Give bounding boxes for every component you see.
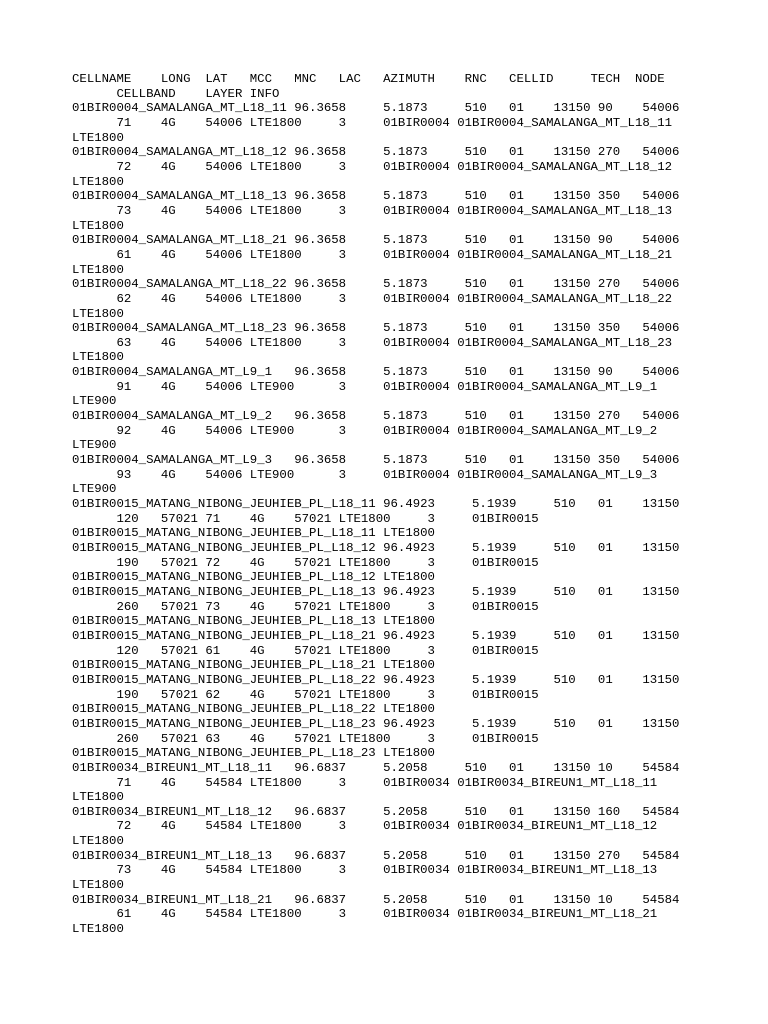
document-line: 01BIR0004_SAMALANGA_MT_L9_2 96.3658 5.1873 510 01 13150 270 54006 <box>72 409 680 424</box>
document-line: LTE900 <box>72 394 117 409</box>
document-line: 01BIR0034_BIREUN1_MT_L18_13 96.6837 5.2058 510 01 13150 270 54584 <box>72 848 680 863</box>
document-line: LTE900 <box>72 482 117 497</box>
document-line: 01BIR0015_MATANG_NIBONG_JEUHIEB_PL_L18_12 LTE1800 <box>72 570 435 585</box>
document-line: 190 57021 62 4G 57021 LTE1800 3 01BIR0015 <box>72 687 539 702</box>
document-line: 01BIR0015_MATANG_NIBONG_JEUHIEB_PL_L18_11 96.4923 5.1939 510 01 13150 <box>72 497 680 512</box>
document-line: 01BIR0015_MATANG_NIBONG_JEUHIEB_PL_L18_23 LTE1800 <box>72 746 435 761</box>
document-line: 01BIR0004_SAMALANGA_MT_L9_3 96.3658 5.1873 510 01 13150 350 54006 <box>72 453 680 468</box>
document-line: 72 4G 54006 LTE1800 3 01BIR0004 01BIR0004_SAMALANGA_MT_L18_12 <box>72 159 673 174</box>
document-line: LTE1800 <box>72 922 124 937</box>
document-line: 62 4G 54006 LTE1800 3 01BIR0004 01BIR0004_SAMALANGA_MT_L18_22 <box>72 291 673 306</box>
document-line: 01BIR0015_MATANG_NIBONG_JEUHIEB_PL_L18_21 96.4923 5.1939 510 01 13150 <box>72 628 680 643</box>
document-line: 73 4G 54006 LTE1800 3 01BIR0004 01BIR0004_SAMALANGA_MT_L18_13 <box>72 203 673 218</box>
document-line: 01BIR0004_SAMALANGA_MT_L18_12 96.3658 5.1873 510 01 13150 270 54006 <box>72 145 680 160</box>
document-line: 61 4G 54006 LTE1800 3 01BIR0004 01BIR0004_SAMALANGA_MT_L18_21 <box>72 247 673 262</box>
document-line: LTE1800 <box>72 218 124 233</box>
document-line: 93 4G 54006 LTE900 3 01BIR0004 01BIR0004_SAMALANGA_MT_L9_3 <box>72 467 658 482</box>
document-line: 01BIR0015_MATANG_NIBONG_JEUHIEB_PL_L18_13 96.4923 5.1939 510 01 13150 <box>72 584 680 599</box>
document-line: 01BIR0034_BIREUN1_MT_L18_11 96.6837 5.2058 510 01 13150 10 54584 <box>72 760 680 775</box>
document-line: LTE1800 <box>72 130 124 145</box>
document-line: 260 57021 63 4G 57021 LTE1800 3 01BIR0015 <box>72 731 539 746</box>
document-line: 260 57021 73 4G 57021 LTE1800 3 01BIR0015 <box>72 599 539 614</box>
document-line: 01BIR0034_BIREUN1_MT_L18_21 96.6837 5.2058 510 01 13150 10 54584 <box>72 892 680 907</box>
document-text <box>72 72 679 937</box>
document-line: 01BIR0015_MATANG_NIBONG_JEUHIEB_PL_L18_23 96.4923 5.1939 510 01 13150 <box>72 716 680 731</box>
document-line: 120 57021 71 4G 57021 LTE1800 3 01BIR0015 <box>72 511 539 526</box>
document-line: LTE1800 <box>72 878 124 893</box>
document-line: LTE1800 <box>72 790 124 805</box>
document-line: LTE1800 <box>72 350 124 365</box>
document-line: LTE1800 <box>72 834 124 849</box>
document-line: 71 4G 54006 LTE1800 3 01BIR0004 01BIR0004_SAMALANGA_MT_L18_11 <box>72 115 673 130</box>
document-line: 01BIR0034_BIREUN1_MT_L18_12 96.6837 5.2058 510 01 13150 160 54584 <box>72 804 680 819</box>
document-line: 01BIR0015_MATANG_NIBONG_JEUHIEB_PL_L18_12 96.4923 5.1939 510 01 13150 <box>72 541 680 555</box>
document-line: LTE1800 <box>72 262 124 277</box>
document-line: 01BIR0015_MATANG_NIBONG_JEUHIEB_PL_L18_21 LTE1800 <box>72 658 435 673</box>
document-line: 63 4G 54006 LTE1800 3 01BIR0004 01BIR0004_SAMALANGA_MT_L18_23 <box>72 335 673 350</box>
document-line: 190 57021 72 4G 57021 LTE1800 3 01BIR0015 <box>72 555 539 570</box>
document-line: CELLNAME LONG LAT MCC MNC LAC AZIMUTH RNC CELLID TECH NODE <box>72 72 665 86</box>
document-line: LTE1800 <box>72 306 124 321</box>
document-line: 01BIR0004_SAMALANGA_MT_L9_1 96.3658 5.1873 510 01 13150 90 54006 <box>72 365 680 380</box>
document-line: 72 4G 54584 LTE1800 3 01BIR0034 01BIR0034_BIREUN1_MT_L18_12 <box>72 819 658 834</box>
document-line: 01BIR0004_SAMALANGA_MT_L18_11 96.3658 5.1873 510 01 13150 90 54006 <box>72 101 680 116</box>
document-line: 01BIR0015_MATANG_NIBONG_JEUHIEB_PL_L18_22 96.4923 5.1939 510 01 13150 <box>72 672 680 687</box>
document-line: 01BIR0015_MATANG_NIBONG_JEUHIEB_PL_L18_13 LTE1800 <box>72 614 435 629</box>
document-line: 01BIR0004_SAMALANGA_MT_L18_22 96.3658 5.1873 510 01 13150 270 54006 <box>72 277 680 292</box>
document-line: 01BIR0004_SAMALANGA_MT_L18_13 96.3658 5.1873 510 01 13150 350 54006 <box>72 189 680 204</box>
document-line: CELLBAND LAYER INFO <box>72 86 280 101</box>
document-line: 61 4G 54584 LTE1800 3 01BIR0034 01BIR0034_BIREUN1_MT_L18_21 <box>72 907 658 922</box>
document-line: LTE1800 <box>72 174 124 189</box>
document-line: 71 4G 54584 LTE1800 3 01BIR0034 01BIR0034_BIREUN1_MT_L18_11 <box>72 775 658 790</box>
document-line: LTE900 <box>72 438 117 453</box>
document-line: 120 57021 61 4G 57021 LTE1800 3 01BIR0015 <box>72 643 539 658</box>
document-line: 73 4G 54584 LTE1800 3 01BIR0034 01BIR0034_BIREUN1_MT_L18_13 <box>72 863 658 878</box>
document-line: 01BIR0015_MATANG_NIBONG_JEUHIEB_PL_L18_22 LTE1800 <box>72 702 435 717</box>
document-line: 92 4G 54006 LTE900 3 01BIR0004 01BIR0004_SAMALANGA_MT_L9_2 <box>72 423 658 438</box>
document-line: 01BIR0004_SAMALANGA_MT_L18_23 96.3658 5.1873 510 01 13150 350 54006 <box>72 321 680 336</box>
document-line: 01BIR0004_SAMALANGA_MT_L18_21 96.3658 5.1873 510 01 13150 90 54006 <box>72 233 680 248</box>
document-line: 01BIR0015_MATANG_NIBONG_JEUHIEB_PL_L18_11 LTE1800 <box>72 526 435 541</box>
document-line: 91 4G 54006 LTE900 3 01BIR0004 01BIR0004_SAMALANGA_MT_L9_1 <box>72 379 658 394</box>
